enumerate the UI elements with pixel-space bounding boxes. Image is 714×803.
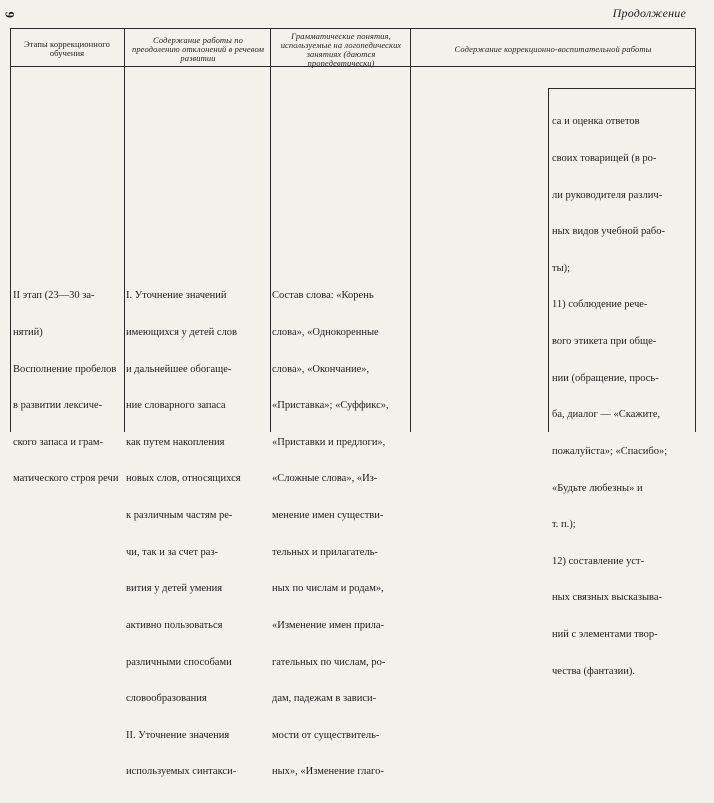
text-line: слова», «Однокоренные [272,327,379,339]
text-line: нятий) [13,327,43,339]
page-number: 6 [2,11,17,18]
text-line: своих товарищей (в ро- [552,153,657,165]
text-line: «Изменение имен прила- [272,619,384,631]
text-line: различными способами [126,656,232,668]
col4-top-border [548,88,696,89]
col2-text [126,266,269,803]
header-stages: Этапы коррекционного обучения [23,39,111,58]
text-line: II этап (23—30 за- [13,290,95,302]
continued-label: Продолжение [612,6,686,20]
text-line: ных», «Изменение глаго- [272,766,384,778]
text-line: словообразования [126,693,207,705]
text-line: к различным частям ре- [126,510,233,522]
text-line: «Будьте любезны» и [552,482,643,494]
text-line: мости от существитель- [272,729,380,741]
text-line: ных видов учебной рабо- [552,226,665,238]
text-line: и дальнейшее обогаще- [126,363,232,375]
text-line: ского запаса и грам- [13,436,104,448]
col4-left-border [548,88,549,432]
text-line: нии (обращение, прось- [552,372,659,384]
text-line: ли руководителя различ- [552,189,663,201]
text-line: матического строя речи [13,473,119,485]
text-line: I. Уточнение значений [126,290,227,302]
text-line: пожалуйста»; «Спасибо»; [552,445,668,457]
col3-text [272,266,409,803]
text-line: ние словарного запаса [126,400,226,412]
text-line: ний с элементами твор- [552,628,658,640]
col4-text [552,92,692,702]
table-left-border [10,28,11,432]
text-line: вого этикета при обще- [552,336,657,348]
text-line: «Сложные слова», «Из- [272,473,378,485]
col-divider-2 [270,28,271,432]
text-line: гательных по числам, ро- [272,656,386,668]
text-line: в развитии лексиче- [13,400,103,412]
text-line: «Приставки и предлоги», [272,436,386,448]
text-line: са и оценка ответов [552,116,640,128]
text-line: новых слов, относящихся [126,473,241,485]
text-line: менение имен существи- [272,510,384,522]
text-line: ты); [552,262,571,274]
text-line: тельных и прилагатель- [272,546,378,558]
col-divider-1 [124,28,125,432]
text-line: Восполнение пробелов [13,363,117,375]
text-line: 11) соблюдение рече- [552,299,648,311]
table-top-border [10,28,696,29]
text-line: чи, так и за счет раз- [126,546,219,558]
text-line: вития у детей умения [126,583,223,595]
text-line: как путем накопления [126,436,225,448]
header-grammar-concepts: Грамматические понятия, используемые на логопедических занятиях (даются пропедевтически) [280,31,402,68]
header-correction-work: Содержание коррекционно-воспитательной работы [454,44,652,54]
text-line: т. п.); [552,519,576,531]
text-line: «Приставка»; «Суффикс», [272,400,389,412]
text-line: 12) составление уст- [552,555,645,567]
text-line: используемых синтакси- [126,766,237,778]
text-line: чества (фантазии). [552,665,636,677]
text-line: ба, диалог — «Скажите, [552,409,661,421]
text-line: дам, падежам в зависи- [272,693,377,705]
text-line: ных по числам и родам», [272,583,384,595]
col1-text [13,266,123,510]
text-line: имеющихся у детей слов [126,327,238,339]
col-divider-3 [410,28,411,432]
header-work-content: Содержание работы по преодолению отклонений в речевом развитии [131,35,265,63]
curriculum-table [10,28,696,778]
text-line: слова», «Окончание», [272,363,370,375]
table-right-border [695,28,696,432]
text-line: Состав слова: «Корень [272,290,374,302]
text-line: ных связных высказыва- [552,592,663,604]
text-line: активно пользоваться [126,619,223,631]
text-line: II. Уточнение значения [126,729,230,741]
